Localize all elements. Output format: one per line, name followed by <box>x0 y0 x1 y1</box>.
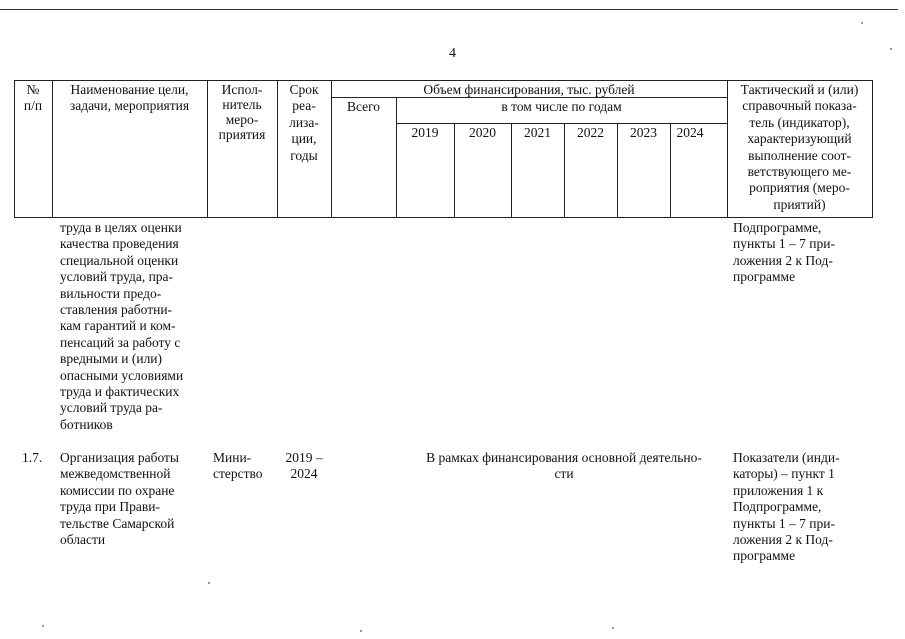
row-term: 2019 – 2024 <box>285 450 323 482</box>
year-header-2019: 2019 <box>411 125 439 140</box>
year-header-2021: 2021 <box>524 125 551 140</box>
row-continuation-name: труда в целях оценки качества проведения специальной оценки условий труда, пра- вильности предо- ставления работни- кам гарантий и ком- пенсаций за работу с вредными и (или) опасными условиями труда и фактических условий труда ра- ботников <box>60 220 184 432</box>
row-name: Организация работы межведомственной комиссии по охране труда при Прави- тельстве Самарской области <box>60 450 179 548</box>
year-header-2022: 2022 <box>577 125 604 140</box>
row-indicator: Показатели (инди- каторы) – пункт 1 приложения 1 к Подпрограмме, пункты 1 – 7 при- ложения 2 к Под- программе <box>733 450 840 564</box>
year-header-2023: 2023 <box>630 125 657 140</box>
col-header-by-years: в том числе по годам <box>501 99 622 114</box>
col-header-name: Наименование цели, задачи, мероприятия <box>69 82 190 114</box>
row-continuation-indicator: Подпрограмме, пункты 1 – 7 при- ложения 2 к Под- программе <box>733 220 835 285</box>
page-top-rule <box>0 9 898 10</box>
row-number: 1.7. <box>22 450 43 465</box>
col-header-funding: Объем финансирования, тыс. рублей <box>423 82 635 97</box>
year-header-2024: 2024 <box>676 125 704 140</box>
col-header-number: № п/п <box>23 82 43 114</box>
row-executor: Мини- стерство <box>213 450 263 482</box>
col-header-total: Всего <box>346 99 381 114</box>
row-funding-note: В рамках финансирования основной деятельно- сти <box>426 450 702 482</box>
year-header-2020: 2020 <box>469 125 496 140</box>
col-header-executor: Испол- нитель меро- приятия <box>218 82 266 142</box>
col-header-indicator: Тактический и (или) справочный показа- тель (индикатор), характеризующий выполнение соот- ветствующего ме- роприятия (меро- приятий) <box>740 82 859 212</box>
col-header-term: Срок реа- лиза- ции, годы <box>289 82 319 163</box>
page-number: 4 <box>449 46 456 61</box>
